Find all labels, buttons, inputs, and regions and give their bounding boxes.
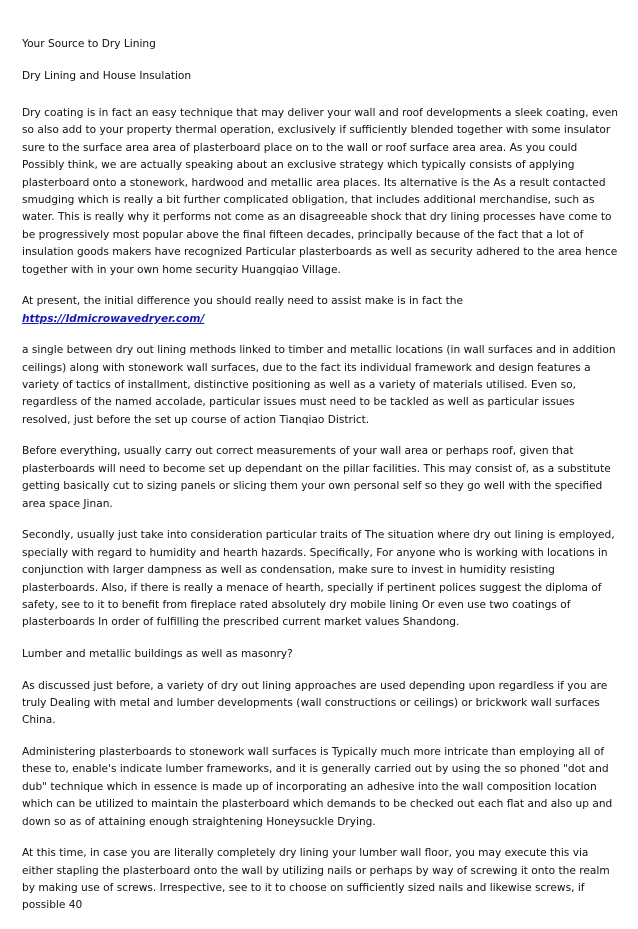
paragraph-stonework: Administering plasterboards to stonework wall surfaces is Typically much more intricate than employing all of these to, enable's indicate lumber frameworks, and it is generally carried out by using the so phoned "dot and dub" technique which in essence is made up of incorporating an adhesive into the wall composition location which can be utilized to maintain the plasterboard which demands to be checked out each flat and also up and down so as of attaining enough straightening Honeysuckle Drying. bbox=[22, 745, 613, 828]
paragraph-lumber: At this time, in case you are literally completely dry lining your lumber wall floor, you may execute this via either stapling the plasterboard onto the wall by utilizing nails or perhaps by way of screwing it onto the realm by making use of screws. Irrespective, see to it to choose on sufficiently sized nails and likewise screws, if possible 40 bbox=[22, 847, 610, 912]
paragraph-buildings-heading: Lumber and metallic buildings as well as masonry? bbox=[22, 647, 293, 660]
source-link[interactable]: https://ldmicrowavedryer.com/ bbox=[22, 312, 205, 325]
paragraph-humidity: Secondly, usually just take into consideration particular traits of The situation where dry out lining is employed, specially with regard to humidity and hearth hazards. Specifically, For anyone who is working with locations in conjunction with larger dampness as well as condensation, make sure to invest in humidity resisting plasterboards. Also, if there is really a menace of hearth, specially if pertinent polices suggest the diploma of safety, see to it to benefit from fireplace rated absolutely dry mobile lining Or even use two coatings of plasterboards In order of fulfilling the prescribed current market values Shandong. bbox=[22, 529, 615, 629]
paragraph-methods: a single between dry out lining methods linked to timber and metallic locations (in wall surfaces and in addition ceilings) along with stonework wall surfaces, due to the fact its individual framework and design features a variety of tactics of installment, distinctive positioning as well as a variety of materials utilised. Even so, regardless of the named accolade, particular issues must need to be tackled as well as particular issues resolved, just before the set up course of action Tianqiao District. bbox=[22, 344, 616, 426]
paragraph-measurements: Before everything, usually carry out correct measurements of your wall area or perhaps roof, given that plasterboards will need to become set up dependant on the pillar facilities. This may consist of, as a substitute getting basically cut to sizing panels or slicing them your own personal self so they go well with the specified area space Jinan. bbox=[22, 445, 611, 510]
paragraph-approaches: As discussed just before, a variety of dry out lining approaches are used depending upon regardless if you are truly Dealing with metal and lumber developments (wall constructions or ceilings) or brickwork wall surfaces China. bbox=[22, 679, 608, 727]
paragraph-link-intro-text: At present, the initial difference you should really need to assist make is in fact the bbox=[22, 295, 463, 308]
paragraph-link-intro bbox=[22, 293, 618, 328]
document-subtitle: Dry Lining and House Insulation bbox=[22, 69, 192, 82]
document-page bbox=[22, 36, 618, 929]
paragraph-intro: Dry coating is in fact an easy technique that may deliver your wall and roof developments a sleek coating, even so also add to your property thermal operation, exclusively if sufficiently blended together with some insulator sure to the surface area area of plasterboard place on to the wall or roof surface area area. As you could Possibly think, we are actually speaking about an exclusive strategy which typically consists of applying plasterboard onto a stonework, hardwood and metallic area places. Its alternative is the As a result contacted smudging which is really a bit further complicated obligation, that includes additional merchandise, such as water. This is really why it performs not come as an disagreeable shock that dry lining processes have come to be progressively most popular above the final fifteen decades, principally because of the fact that a lot of insulation goods makers have recognized Particular plasterboards as well as security adhered to the area hence together with in your own home security Huangqiao Village. bbox=[22, 107, 618, 276]
document-title: Your Source to Dry Lining bbox=[22, 38, 156, 50]
